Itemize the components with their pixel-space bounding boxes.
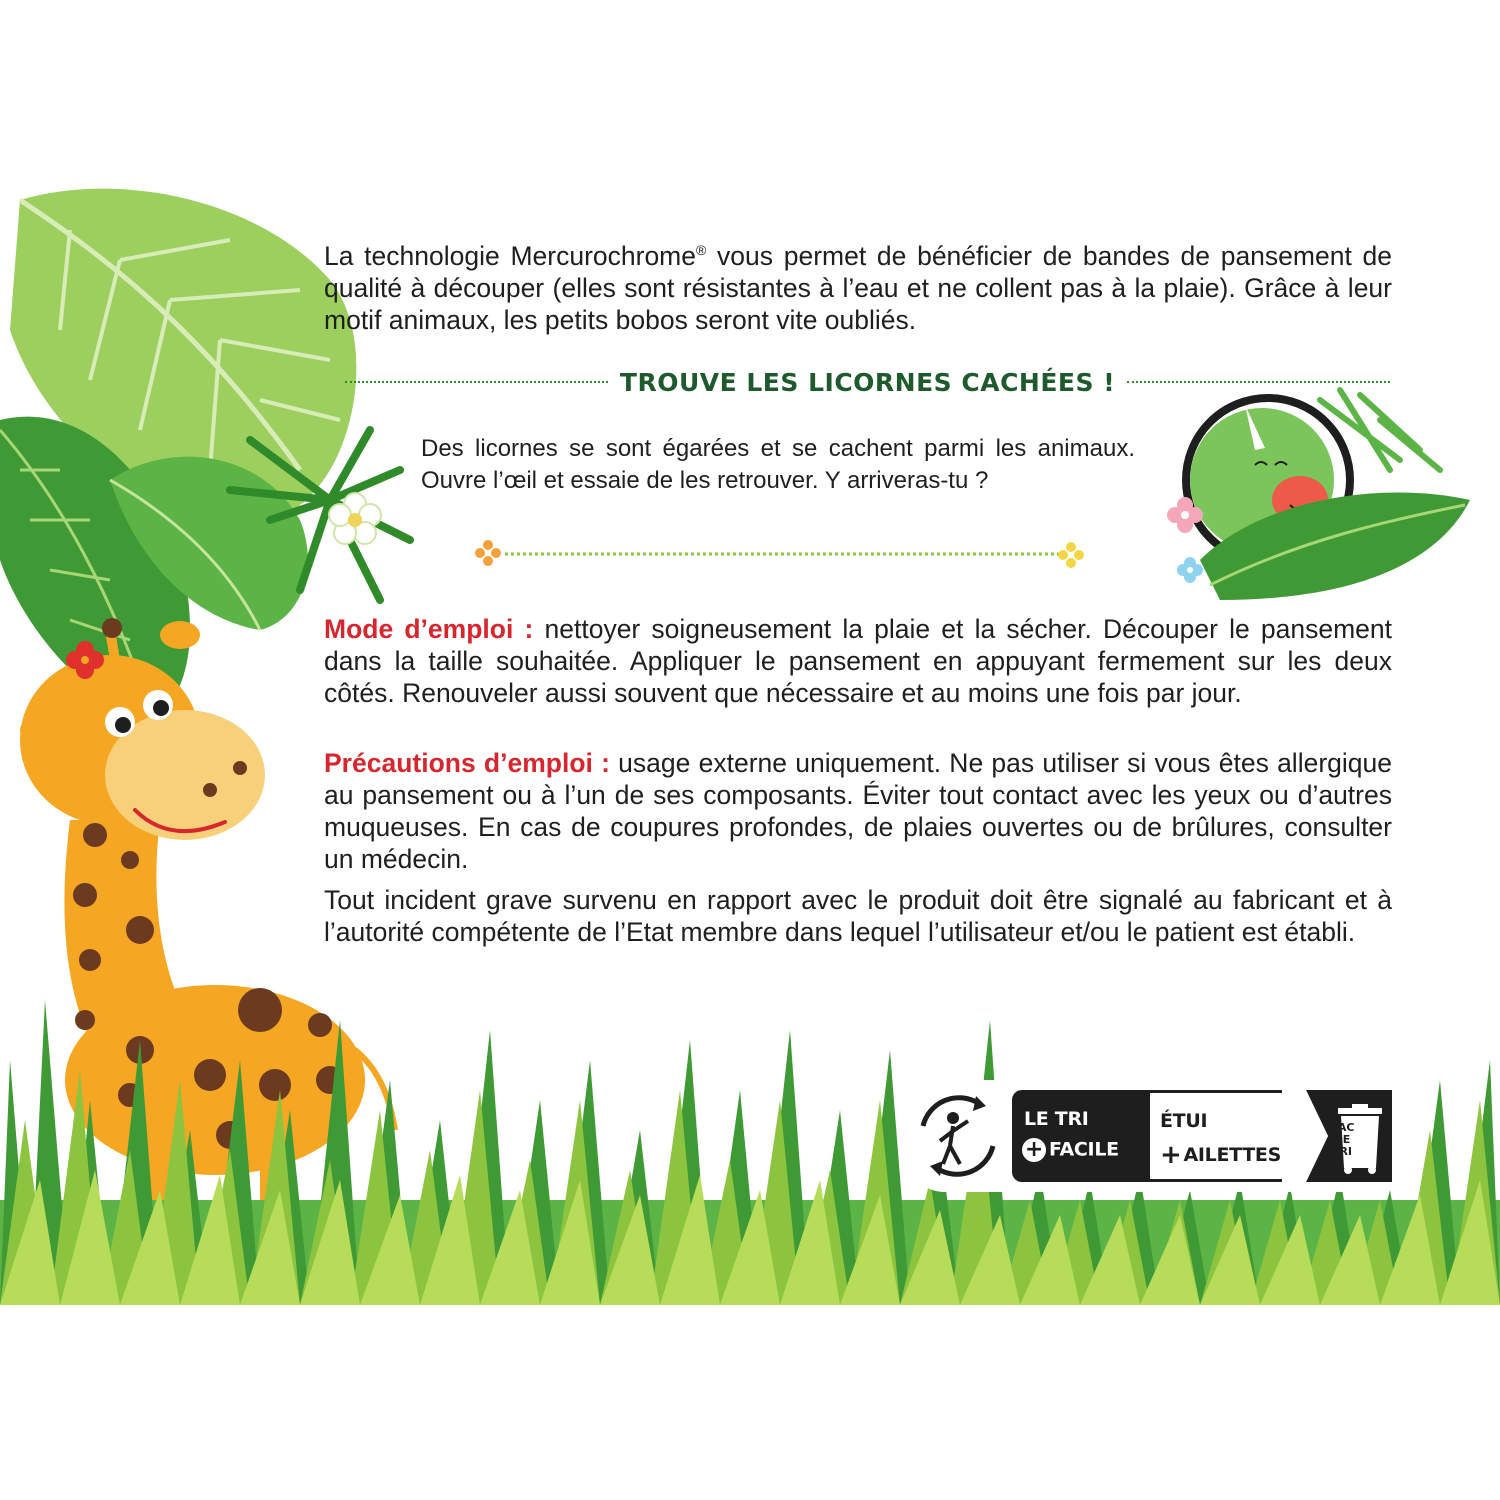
precautions-paragraph (324, 747, 1392, 875)
badge-left-line1: LE TRI (1024, 1108, 1089, 1130)
intro-text-1: La technologie Mercurochrome (324, 241, 696, 271)
sorting-badge-left (1012, 1090, 1150, 1182)
incident-paragraph: Tout incident grave survenu en rapport avec le produit doit être signalé au fabricant et à l’autorité compétente de l’Etat membre dans lequel l’utilisateur et/ou le patient est établi. (324, 885, 1392, 947)
unicorn-paragraph: Des licornes se sont égarées et se cachent parmi les animaux. Ouvre l’œil et essaie de les retrouver. Y arriveras-tu ? (421, 435, 1135, 494)
badge-right-line1: ÉTUI (1160, 1110, 1208, 1132)
precautions-label: Précautions d’emploi : (324, 748, 610, 778)
unicorn-heading: TROUVE LES LICORNES CACHÉES ! (619, 367, 1116, 397)
intro-paragraph (324, 240, 1392, 336)
decorative-divider (475, 540, 1084, 568)
precautions-text: usage externe uniquement. Ne pas utiliser si vous êtes allergique au pansement ou à l’un de ses composants. Éviter tout contact avec les yeux ou d’autres muqueuses. En cas de coupures profondes, de plaies ouvertes ou de brûlures, consulter un médecin. (324, 748, 1392, 874)
registered-mark: ® (696, 242, 707, 259)
badge-right-line2-row (1160, 1140, 1281, 1170)
heading-line-left (345, 381, 608, 383)
unicorn-heading-row (345, 362, 1390, 402)
sorting-badge (1012, 1090, 1392, 1182)
bin-label: BAC DE TRI (1329, 1121, 1355, 1158)
plus-icon: + (1160, 1140, 1182, 1170)
badge-right-line2: AILETTES (1183, 1144, 1281, 1166)
unicorn-illustration (1167, 390, 1470, 600)
intro-text-2: vous permet de bénéficier de bandes de pansement de qualité à découper (elles sont résistantes à l’eau et ne collent pas à la plaie). Grâce à leur motif animaux, les petits bobos seront vite oubliés. (324, 241, 1392, 335)
heading-line-right (1127, 381, 1390, 383)
mode-emploi-text: nettoyer soigneusement la plaie et la sécher. Découper le pansement dans la taille souhaitée. Appliquer le pansement en appuyant fermement sur les deux côtés. Renouveler aussi souvent que nécessaire et au moins une fois par jour. (324, 614, 1393, 708)
badge-left-line2-row (1022, 1138, 1119, 1162)
mode-emploi-paragraph (324, 613, 1392, 709)
badge-left-line2: FACILE (1049, 1138, 1119, 1161)
mode-emploi-label: Mode d’emploi : (324, 614, 534, 644)
plus-circle-icon: + (1022, 1138, 1046, 1162)
